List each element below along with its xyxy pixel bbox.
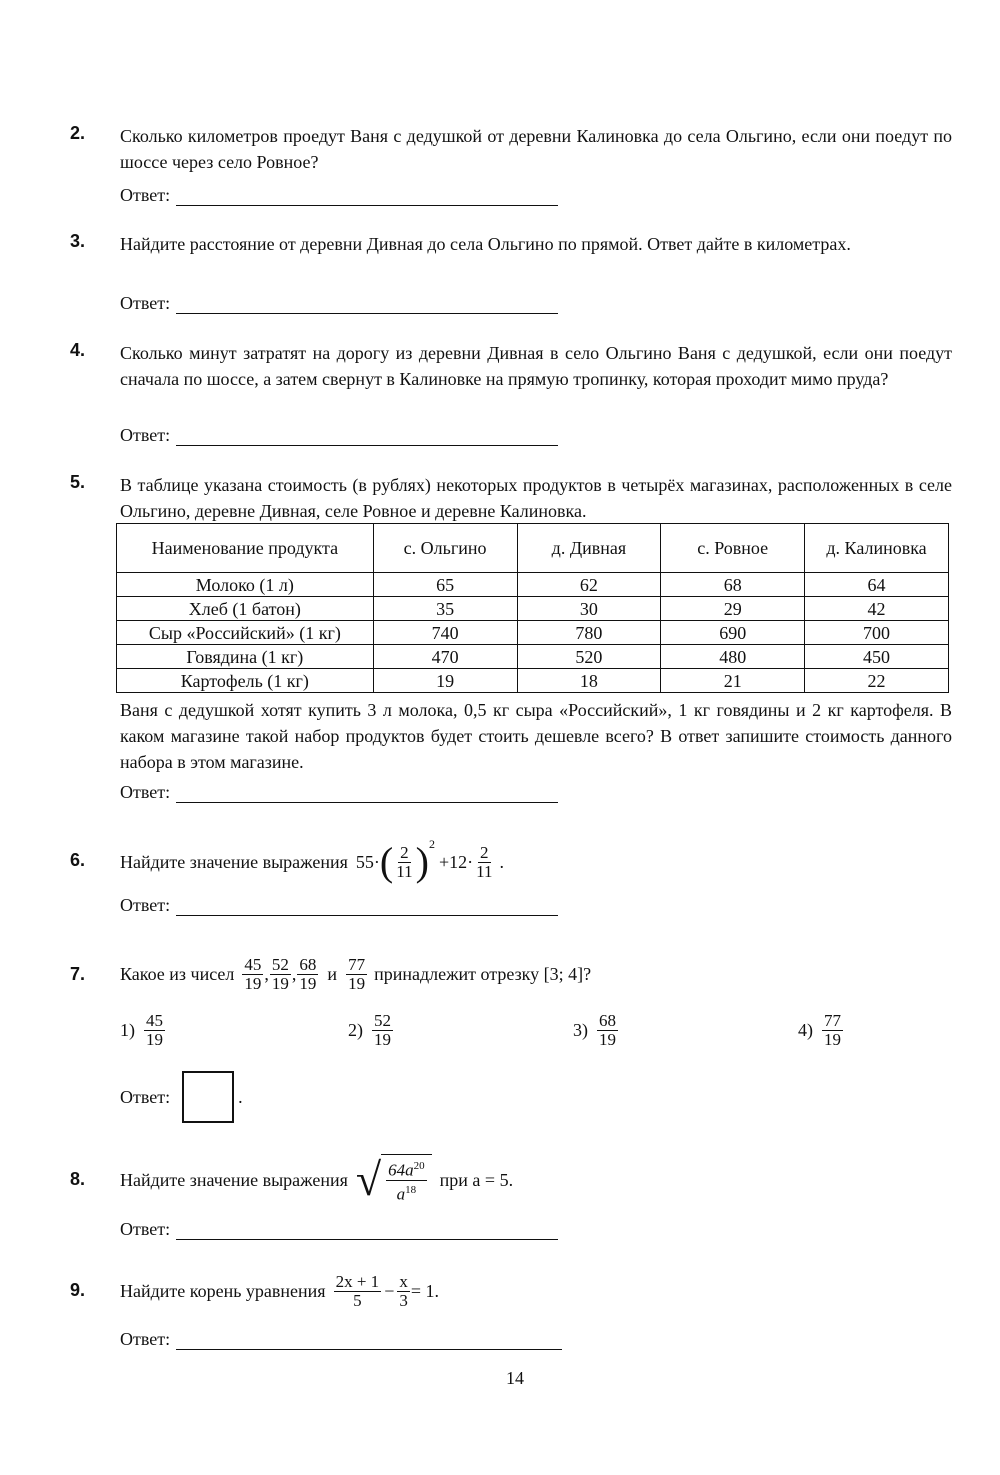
- fraction: [372, 1012, 393, 1049]
- task-number: 5.: [70, 472, 86, 492]
- table-cell: 30: [517, 597, 661, 621]
- table-cell: 520: [517, 645, 661, 669]
- table-header: Наименование продукта: [117, 524, 374, 573]
- fraction: [242, 956, 263, 993]
- table-cell: 22: [805, 669, 949, 693]
- table-cell: 480: [661, 645, 805, 669]
- answer-label: Ответ:: [120, 1329, 171, 1349]
- exponent: 2: [428, 837, 435, 851]
- task-text: Сколько минут затратят на дорогу из деревни Дивная в село Ольгино Ваня с дедушкой, если они поедут сначала по шоссе, а затем свернут в Калиновке на прямую тропинку, которая проходит мимо пруда?: [120, 343, 952, 389]
- answer-line[interactable]: [176, 1331, 562, 1350]
- square-root: [356, 1154, 432, 1206]
- table-row: [117, 621, 949, 645]
- radical-sign: √: [355, 1154, 382, 1205]
- denominator: 19: [244, 973, 262, 993]
- minus-sign: −: [384, 1281, 395, 1301]
- table-cell: Сыр «Российский» (1 кг): [117, 621, 374, 645]
- fraction: [297, 956, 318, 993]
- task-text-row: [120, 950, 952, 998]
- answer-row: [120, 1214, 558, 1240]
- table-cell: Говядина (1 кг): [117, 645, 374, 669]
- denominator: [395, 1181, 419, 1204]
- plus-term: +12: [438, 852, 468, 872]
- table-header-row: [117, 524, 949, 573]
- answer-line[interactable]: [176, 187, 558, 206]
- table-cell: 68: [661, 573, 805, 597]
- answer-row: [120, 777, 558, 803]
- answer-row: [120, 288, 558, 314]
- numerator: 77: [824, 1011, 841, 1030]
- table-row: [117, 669, 949, 693]
- answer-label: Ответ:: [120, 185, 171, 205]
- option-1[interactable]: [120, 1012, 166, 1049]
- table-cell: 29: [661, 597, 805, 621]
- task-text: Найдите расстояние от деревни Дивная до села Ольгино по прямой. Ответ дайте в километрах.: [120, 234, 851, 254]
- table-cell: 64: [805, 573, 949, 597]
- numerator: 2: [400, 842, 409, 862]
- numerator: 52: [374, 1011, 391, 1030]
- fraction: [822, 1012, 843, 1049]
- table-cell: 780: [517, 621, 661, 645]
- answer-label: Ответ:: [120, 782, 171, 802]
- denominator: 19: [348, 973, 366, 993]
- numerator-exponent: 20: [413, 1160, 425, 1172]
- fraction: [397, 1273, 410, 1310]
- denominator: 3: [399, 1290, 408, 1310]
- numerator: 2: [480, 842, 489, 862]
- coefficient: 55: [355, 852, 374, 872]
- table-header: д. Калиновка: [805, 524, 949, 573]
- table-cell: 19: [373, 669, 517, 693]
- table-cell: Картофель (1 кг): [117, 669, 374, 693]
- answer-line[interactable]: [176, 1221, 558, 1240]
- answer-row: [120, 180, 558, 206]
- comma: ,: [264, 964, 269, 984]
- option-label: 4): [798, 1020, 813, 1040]
- fraction: [270, 956, 291, 993]
- comma: ,: [291, 964, 297, 984]
- option-4[interactable]: [798, 1012, 844, 1049]
- radicand: [381, 1154, 432, 1206]
- answer-label: Ответ:: [120, 895, 171, 915]
- denominator: 19: [374, 1030, 391, 1049]
- table-row: [117, 645, 949, 669]
- denominator: 19: [146, 1030, 163, 1049]
- dot: ·: [373, 852, 380, 872]
- right-paren: ): [415, 839, 429, 884]
- fraction: [386, 1157, 427, 1203]
- denominator: 19: [824, 1030, 841, 1049]
- answer-line[interactable]: [176, 427, 558, 446]
- numerator: [386, 1157, 427, 1181]
- price-table: [116, 523, 949, 693]
- task-text-row: [120, 836, 952, 888]
- page-number: 14: [506, 1368, 524, 1388]
- task-number: 9.: [70, 1280, 86, 1300]
- left-paren: (: [379, 839, 394, 884]
- conjunction: и: [327, 964, 338, 984]
- period: .: [499, 852, 504, 872]
- fraction: [334, 1273, 382, 1310]
- task-text: Какое из чисел: [120, 964, 235, 984]
- table-header: с. Ольгино: [373, 524, 517, 573]
- table-cell: 42: [805, 597, 949, 621]
- table-cell: Молоко (1 л): [117, 573, 374, 597]
- task-number: 6.: [70, 850, 86, 870]
- task-number: 3.: [70, 231, 86, 251]
- math-expression: [355, 837, 504, 884]
- equation-rhs: = 1.: [410, 1281, 439, 1301]
- denominator: 19: [299, 973, 317, 993]
- answer-line[interactable]: [176, 295, 558, 314]
- numerator: 77: [348, 954, 366, 974]
- table-cell: 62: [517, 573, 661, 597]
- denominator: 5: [353, 1290, 362, 1310]
- option-label: 3): [573, 1020, 588, 1040]
- answer-row: [120, 420, 558, 446]
- table-cell: 470: [373, 645, 517, 669]
- answer-row: [120, 1324, 562, 1350]
- answer-line[interactable]: [176, 784, 558, 803]
- numerator: 68: [299, 954, 317, 974]
- answer-row-box: [120, 1070, 243, 1124]
- task-text: Найдите значение выражения: [120, 852, 348, 872]
- fraction: [597, 1012, 618, 1049]
- task-intro: В таблице указана стоимость (в рублях) некоторых продуктов в четырёх магазинах, расположенных в селе Ольгино, деревне Дивная, селе Ровное и деревне Калиновка.: [120, 475, 952, 521]
- option-label: 1): [120, 1020, 135, 1040]
- denominator-base: a: [396, 1184, 406, 1204]
- numerator: 2x + 1: [335, 1271, 380, 1291]
- table-header: д. Дивная: [517, 524, 661, 573]
- task-text-row: [120, 1150, 952, 1210]
- table-cell: 65: [373, 573, 517, 597]
- condition: при a = 5.: [439, 1170, 514, 1190]
- answer-box[interactable]: [182, 1071, 234, 1123]
- numerator: x: [399, 1271, 408, 1291]
- table-cell: 35: [373, 597, 517, 621]
- task-text: Найдите значение выражения: [120, 1170, 348, 1190]
- option-label: 2): [348, 1020, 363, 1040]
- table-cell: 740: [373, 621, 517, 645]
- fraction: [474, 844, 494, 881]
- denominator: 19: [599, 1030, 616, 1049]
- numerator-base: 64a: [388, 1160, 414, 1180]
- task-text: Найдите корень уравнения: [120, 1281, 326, 1301]
- table-cell: 18: [517, 669, 661, 693]
- fraction: [144, 1012, 165, 1049]
- answer-line[interactable]: [176, 897, 558, 916]
- denominator: 19: [271, 973, 289, 993]
- option-3[interactable]: [573, 1012, 619, 1049]
- task-text-row: [120, 1266, 952, 1316]
- task-text-end: принадлежит отрезку [3; 4]?: [374, 964, 592, 984]
- answer-row: [120, 890, 558, 916]
- numerator: 52: [271, 954, 289, 974]
- task-number: 7.: [70, 964, 86, 984]
- denominator: 11: [476, 861, 493, 881]
- dot: ·: [467, 852, 474, 872]
- task-number: 8.: [70, 1169, 86, 1189]
- task-question: Ваня с дедушкой хотят купить 3 л молока, 0,5 кг сыра «Российский», 1 кг говядины и 2 кг картофеля. В каком магазине такой набор продуктов будет стоить дешевле всего? В ответ запишите стоимость данного набора в этом магазине.: [120, 700, 952, 772]
- table-header: с. Ровное: [661, 524, 805, 573]
- table-cell: 21: [661, 669, 805, 693]
- denominator-exponent: 18: [405, 1183, 417, 1196]
- numerator: 45: [244, 954, 262, 974]
- answer-label: Ответ:: [120, 1219, 171, 1239]
- table-cell: 700: [805, 621, 949, 645]
- answer-label: Ответ:: [120, 293, 171, 313]
- fraction: [346, 956, 367, 993]
- period: .: [238, 1086, 243, 1107]
- numerator: 45: [146, 1011, 163, 1030]
- task-number: 4.: [70, 340, 86, 360]
- answer-label: Ответ:: [120, 1086, 171, 1107]
- answer-label: Ответ:: [120, 425, 171, 445]
- table-cell: Хлеб (1 батон): [117, 597, 374, 621]
- denominator: 11: [396, 861, 413, 881]
- fraction: [394, 844, 414, 881]
- option-2[interactable]: [348, 1012, 394, 1049]
- numerator: 68: [599, 1011, 616, 1030]
- table-row: [117, 597, 949, 621]
- task-number: 2.: [70, 123, 86, 143]
- table-cell: 690: [661, 621, 805, 645]
- task-text: Сколько километров проедут Ваня с дедушкой от деревни Калиновка до села Ольгино, если они поедут по шоссе через село Ровное?: [120, 126, 952, 172]
- table-row: [117, 573, 949, 597]
- table-cell: 450: [805, 645, 949, 669]
